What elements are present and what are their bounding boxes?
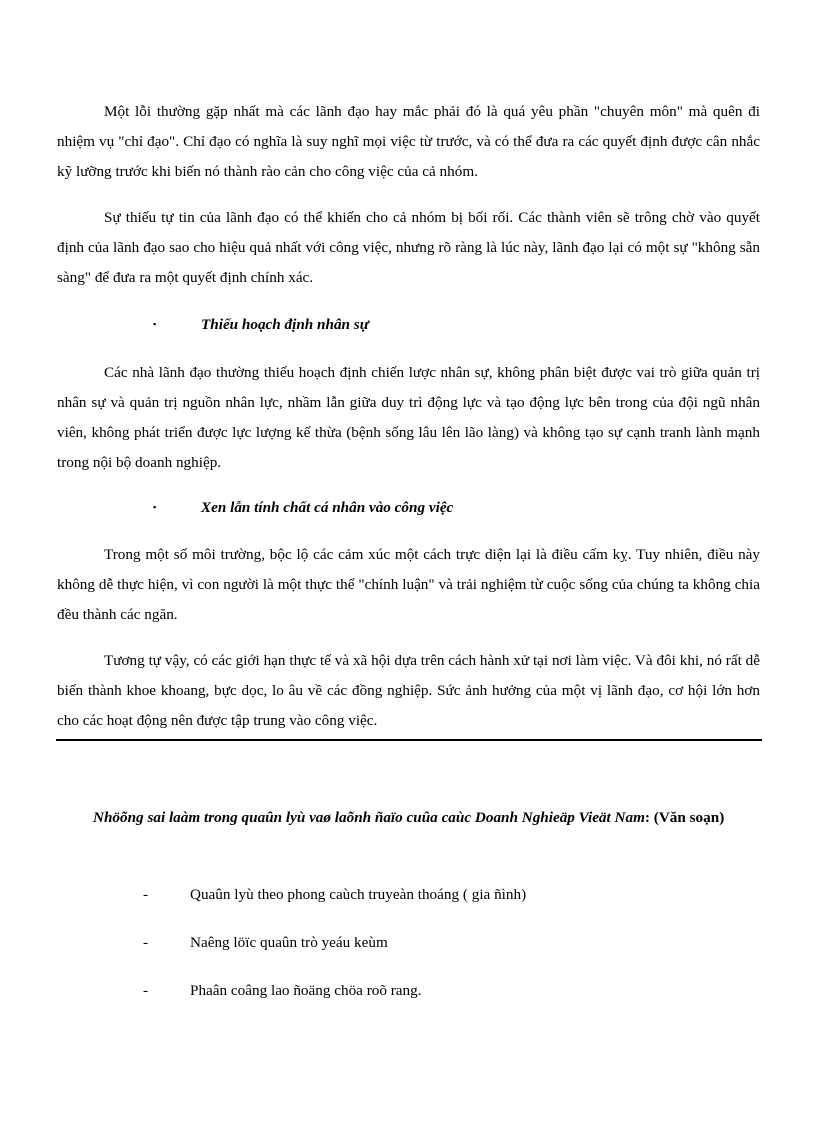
list-item xyxy=(143,928,388,958)
heading-personal-text: Xen lẫn tính chất cá nhân vào công việc xyxy=(201,499,454,516)
dash-bullet: - xyxy=(143,982,149,999)
list-item xyxy=(143,880,526,910)
section-source: (Văn soạn) xyxy=(653,809,725,826)
list-item xyxy=(143,976,422,1006)
dash-bullet: - xyxy=(143,934,149,951)
section-title-colon: : xyxy=(644,809,650,826)
paragraph-lack-of-confidence: Sự thiếu tự tin của lãnh đạo có thể khiến cho cả nhóm bị bối rối. Các thành viên sẽ trông chờ vào quyết định của lãnh đạo sao cho hiệu quả nhất với công việc, nhưng rõ ràng là lúc này, lãnh đạo lại có một sự "không sẵn sàng" để đưa ra một quyết định chính xác. xyxy=(57,209,760,286)
list-item-text: Quaûn lyù theo phong caùch truyeàn thoáng ( gia ñình) xyxy=(190,886,527,903)
heading-staffing-text: Thiếu hoạch định nhân sự xyxy=(201,316,369,333)
section-title-text: Nhöõng sai laàm trong quaûn lyù vaø laõnh ñaïo cuûa caùc Doanh Nghieäp Vieät Nam xyxy=(93,809,645,826)
paragraph-emotions: Trong một số môi trường, bộc lộ các cảm xúc một cách trực diện lại là điều cấm kỵ. Tuy nhiên, điều này không dễ thực hiện, vì con người là một thực thể "chính luận" và trải nghiệm từ cuộc sống của chúng ta không chia đều thành các ngăn. xyxy=(57,546,760,623)
horizontal-divider xyxy=(56,739,762,741)
heading-personal-matters xyxy=(153,492,453,523)
square-bullet-icon: ▪ xyxy=(153,319,157,329)
paragraph-workplace-behavior: Tương tự vậy, có các giới hạn thực tế và xã hội dựa trên cách hành xử tại nơi làm việc. Và đôi khi, nó rất dễ biến thành khoe khoang, bực dọc, lo âu về các đồng nghiệp. Sức ảnh hưởng của một vị lãnh đạo, cơ hội lớn hơn cho các hoạt động nên được tập trung vào công việc. xyxy=(57,652,760,729)
list-item-text: Naêng löïc quaûn trò yeáu keùm xyxy=(190,934,388,951)
heading-staffing-planning xyxy=(153,309,369,340)
dash-bullet: - xyxy=(143,886,149,903)
square-bullet-icon: ▪ xyxy=(153,502,157,512)
paragraph-staffing: Các nhà lãnh đạo thường thiếu hoạch định chiến lược nhân sự, không phân biệt được vai trò giữa quản trị nhân sự và quản trị nguồn nhân lực, nhầm lẫn giữa duy trì động lực và tạo động lực bên trong của đội ngũ nhân viên, không phát triển được lực lượng kế thừa (bệnh sống lâu lên lão làng) và không tạo sự cạnh tranh lành mạnh trong nội bộ doanh nghiệp. xyxy=(57,364,760,471)
list-item-text: Phaân coâng lao ñoäng chöa roõ rang. xyxy=(190,982,422,999)
section-title xyxy=(47,803,770,833)
paragraph-expertise-vs-direction: Một lỗi thường gặp nhất mà các lãnh đạo hay mắc phải đó là quá yêu phần "chuyên môn" mà quên đi nhiệm vụ "chỉ đạo". Chỉ đạo có nghĩa là suy nghĩ mọi việc từ trước, và có thể đưa ra các quyết định được cân nhắc kỹ lưỡng trước khi biến nó thành rào cản cho công việc của cả nhóm. xyxy=(57,103,760,180)
